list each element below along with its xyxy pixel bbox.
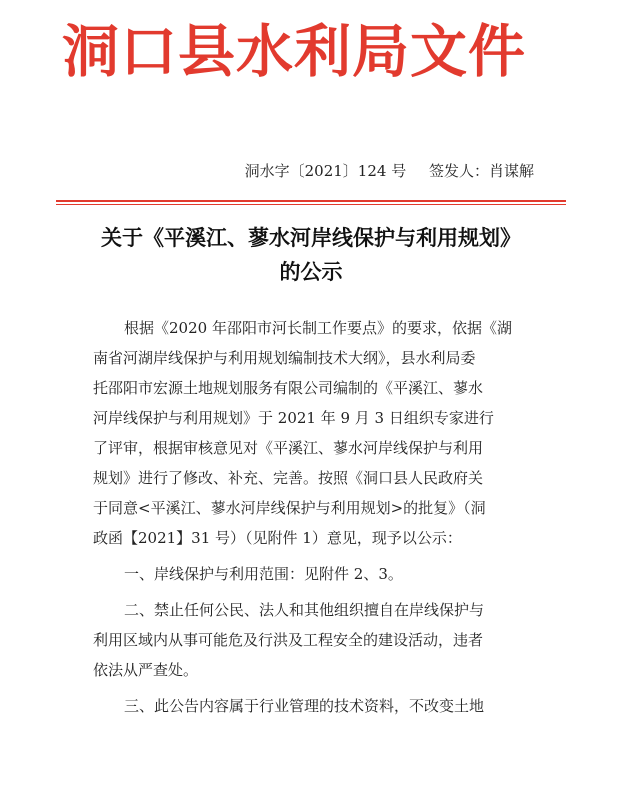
red-separator-rule <box>56 200 566 202</box>
paragraph-line: 托邵阳市宏源土地规划服务有限公司编制的《平溪江、蓼水 <box>93 379 484 397</box>
paragraph-line: 河岸线保护与利用规划》于 2021 年 9 月 3 日组织专家进行 <box>93 409 494 427</box>
document-meta <box>245 160 534 181</box>
list-item-2-line: 依法从严查处。 <box>93 661 199 679</box>
list-item-1: 一、岸线保护与利用范围：见附件 2、3。 <box>124 565 403 583</box>
list-item-2-line: 二、禁止任何公民、法人和其他组织擅自在岸线保护与 <box>124 601 485 619</box>
red-separator-rule-thin <box>56 204 566 205</box>
subject-line-1: 关于《平溪江、蓼水河岸线保护与利用规划》 <box>101 225 521 250</box>
document-header-title: 洞口县水利局文件 <box>62 19 526 85</box>
paragraph-line: 南省河湖岸线保护与利用规划编制技术大纲》，县水利局委 <box>93 349 476 367</box>
paragraph-line: 规划》进行了修改、补充、完善。按照《洞口县人民政府关 <box>93 469 484 487</box>
paragraph-line: 政函【2021】31 号）（见附件 1）意见，现予以公示： <box>93 529 462 547</box>
list-item-3: 三、此公告内容属于行业管理的技术资料，不改变土地 <box>124 697 485 715</box>
subject-line-2: 的公示 <box>279 259 343 284</box>
signer: 签发人：肖谋解 <box>428 162 534 180</box>
paragraph-line: 于同意<平溪江、蓼水河岸线保护与利用规划>的批复》（洞 <box>93 499 486 517</box>
list-item-2-line: 利用区域内从事可能危及行洪及工程安全的建设活动，违者 <box>93 631 484 649</box>
paragraph-line: 了评审，根据审核意见对《平溪江、蓼水河岸线保护与利用 <box>93 439 484 457</box>
document-subject <box>56 221 566 289</box>
document-body <box>93 313 529 721</box>
document-number: 洞水字〔2021〕124 号 <box>244 162 407 180</box>
paragraph-line: 根据《2020 年邵阳市河长制工作要点》的要求，依据《湖 <box>124 319 512 337</box>
